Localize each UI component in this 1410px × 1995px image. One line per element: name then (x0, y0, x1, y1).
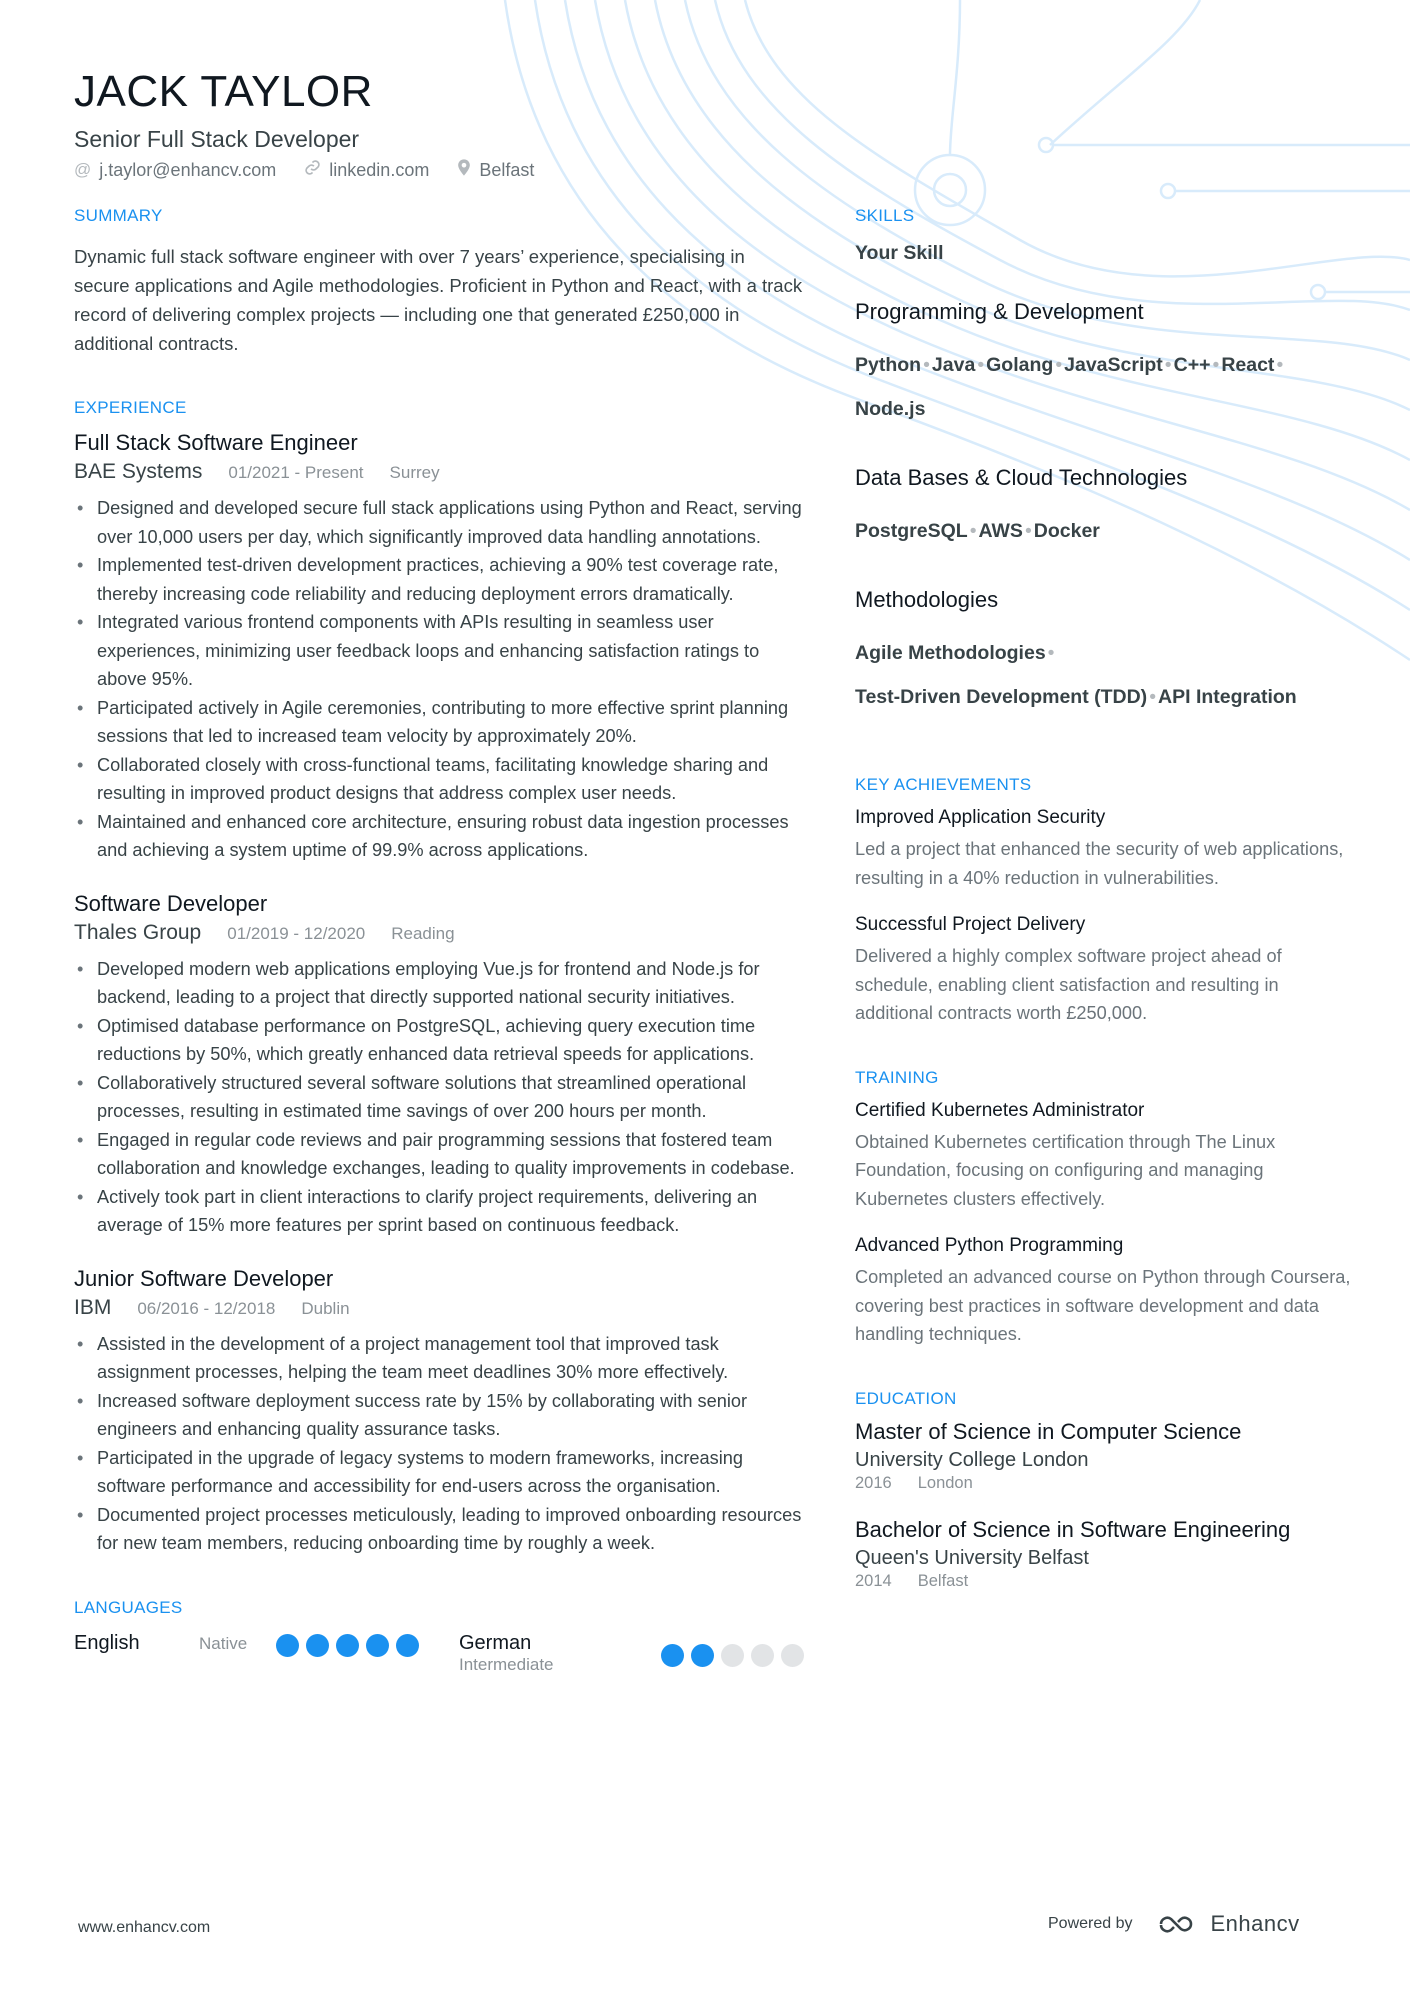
education-section (855, 1389, 1355, 1591)
skill-tag: React (1221, 354, 1275, 376)
at-icon: @ (74, 160, 92, 179)
job-company: Thales Group (74, 920, 202, 944)
experience-heading: EXPERIENCE (74, 398, 187, 417)
job-meta (74, 1296, 804, 1320)
rating-dot-filled (366, 1634, 389, 1657)
skills-section (855, 206, 1355, 719)
achievement-item (855, 807, 1355, 892)
candidate-title: Senior Full Stack Developer (74, 126, 360, 152)
language-item (74, 1632, 419, 1675)
language-rating (661, 1644, 804, 1675)
skill-group-title: Methodologies (855, 587, 999, 612)
education-meta (855, 1474, 1355, 1493)
skills-heading: SKILLS (855, 206, 915, 225)
education-degree: Master of Science in Computer Science (855, 1418, 1242, 1444)
education-location: London (917, 1473, 973, 1492)
summary-section (74, 206, 804, 358)
skill-separator: • (969, 520, 977, 542)
skill-group-title: Programming & Development (855, 299, 1144, 324)
skill-tag: Agile Methodologies (855, 642, 1046, 664)
skill-line (855, 675, 1355, 719)
training-heading: TRAINING (855, 1067, 939, 1087)
job-title: Full Stack Software Engineer (74, 430, 358, 455)
skill-group-items (855, 343, 1355, 431)
skill-tag: AWS (978, 520, 1023, 542)
language-item (459, 1632, 804, 1675)
contact-location (457, 159, 534, 181)
skill-separator: • (923, 354, 930, 376)
skill-line (855, 509, 1355, 553)
languages-list (74, 1632, 804, 1675)
skill-separator: • (1164, 354, 1172, 376)
infinity-icon (1157, 1912, 1203, 1936)
languages-heading: LANGUAGES (74, 1597, 183, 1617)
job-location: Surrey (389, 463, 440, 482)
job-bullet: • Developed modern web applications employing Vue.js for frontend and Node.js for backend, leading to a project that directly supported national security initiatives. (74, 955, 804, 1012)
contact-email[interactable] (74, 160, 276, 181)
rating-dot-empty (751, 1644, 774, 1667)
education-heading: EDUCATION (855, 1388, 957, 1408)
resume-header (74, 64, 874, 181)
job-meta (74, 460, 804, 484)
location-text: Belfast (479, 159, 535, 180)
job-company: IBM (74, 1295, 112, 1319)
job-entry (74, 1266, 804, 1558)
pin-icon (457, 159, 471, 181)
summary-heading: SUMMARY (74, 206, 163, 225)
skill-separator: • (1149, 686, 1157, 708)
job-bullet: • Assisted in the development of a project management tool that improved task assignment processes, helping the team meet deadlines 30% more effectively. (74, 1330, 804, 1387)
job-bullet: • Integrated various frontend components with APIs resulting in seamless user experiences, minimizing user feedback loops and enhancing satisfaction ratings to above 95%. (74, 608, 804, 694)
rating-dot-filled (691, 1644, 714, 1667)
skill-separator: • (1276, 354, 1284, 376)
skill-tag: Python (855, 354, 922, 376)
language-level: Native (199, 1633, 248, 1653)
contact-row (74, 159, 874, 181)
language-label (459, 1632, 554, 1675)
linkedin-text: linkedin.com (329, 159, 430, 180)
rating-dot-filled (336, 1634, 359, 1657)
enhancv-logo[interactable] (1157, 1911, 1300, 1937)
language-name: German (459, 1631, 532, 1654)
skill-tag: Test-Driven Development (TDD) (855, 686, 1148, 708)
skill-separator: • (1055, 354, 1063, 376)
skill-tag: API Integration (1158, 686, 1297, 708)
left-column (74, 206, 804, 1675)
powered-by-label: Powered by (1048, 1915, 1133, 1932)
job-entry (74, 430, 804, 865)
job-dates: 06/2016 - 12/2018 (137, 1298, 276, 1318)
skill-tag: Golang (986, 354, 1054, 376)
job-bullet: • Optimised database performance on PostgreSQL, achieving query execution time reductions by 50%, which greatly enhanced data retrieval speeds for applications. (74, 1012, 804, 1069)
rating-dot-filled (276, 1634, 299, 1657)
achievements-section (855, 775, 1355, 1028)
experience-section (74, 398, 804, 1558)
achievement-title: Improved Application Security (855, 807, 1106, 828)
achievements-heading: KEY ACHIEVEMENTS (855, 775, 1032, 794)
training-item (855, 1100, 1355, 1214)
training-title: Certified Kubernetes Administrator (855, 1099, 1145, 1121)
skill-tag: JavaScript (1064, 354, 1163, 376)
language-name: English (74, 1631, 140, 1654)
skill-separator: • (1047, 642, 1055, 664)
job-bullet: • Participated actively in Agile ceremonies, contributing to more effective sprint planning sessions that led to increased team velocity by approximately 20%. (74, 694, 804, 751)
skill-line (855, 387, 1355, 431)
job-title: Junior Software Developer (74, 1265, 334, 1291)
skill-tag: C++ (1173, 354, 1211, 376)
skill-tag: Node.js (855, 398, 926, 420)
education-degree: Bachelor of Science in Software Engineering (855, 1516, 1291, 1542)
skill-group-title: Data Bases & Cloud Technologies (855, 465, 1188, 490)
job-bullets (74, 1330, 804, 1558)
skill-intro: Your Skill (855, 242, 944, 264)
achievement-desc: Led a project that enhanced the security of web applications, resulting in a 40% reduction in vulnerabilities. (855, 839, 1344, 888)
skill-separator: • (1212, 354, 1220, 376)
achievement-title: Successful Project Delivery (855, 914, 1086, 935)
job-bullet: • Collaborated closely with cross-functional teams, facilitating knowledge sharing and resulting in improved product designs that address complex user needs. (74, 751, 804, 808)
training-desc: Completed an advanced course on Python through Coursera, covering best practices in software development and data handling techniques. (855, 1267, 1351, 1344)
language-label (74, 1632, 199, 1675)
languages-section (74, 1598, 804, 1675)
candidate-name: JACK TAYLOR (74, 67, 373, 116)
job-bullet: • Implemented test-driven development practices, achieving a 90% test coverage rate, thereby increasing code reliability and reducing deployment errors dramatically. (74, 551, 804, 608)
right-column (855, 206, 1355, 1591)
job-bullet: • Actively took part in client interactions to clarify project requirements, delivering an average of 15% more features per sprint based on continuous feedback. (74, 1183, 804, 1240)
job-bullet: • Documented project processes meticulously, leading to improved onboarding resources for new team members, reducing onboarding time by roughly a week. (74, 1501, 804, 1558)
achievement-desc: Delivered a highly complex software project ahead of schedule, enabling client satisfaction and resulting in additional contracts worth £250,000. (855, 946, 1282, 1023)
skill-group-items (855, 631, 1355, 719)
skill-group-items (855, 509, 1355, 553)
job-bullet: • Participated in the upgrade of legacy systems to modern frameworks, increasing software performance and accessibility for end-users across the organisation. (74, 1444, 804, 1501)
job-bullet: • Maintained and enhanced core architecture, ensuring robust data ingestion processes and achieving a system uptime of 99.9% across applications. (74, 808, 804, 865)
job-bullets (74, 494, 804, 865)
rating-dot-empty (781, 1644, 804, 1667)
training-desc: Obtained Kubernetes certification through The Linux Foundation, focusing on configuring and managing Kubernetes clusters effectively. (855, 1131, 1276, 1209)
email-text: j.taylor@enhancv.com (99, 159, 277, 180)
skill-tag: Docker (1033, 520, 1100, 542)
rating-dot-empty (721, 1644, 744, 1667)
education-location: Belfast (917, 1571, 969, 1590)
job-bullet: • Increased software deployment success rate by 15% by collaborating with senior engineers and enhancing quality assurance tasks. (74, 1387, 804, 1444)
education-year: 2016 (855, 1473, 892, 1492)
education-school: Queen's University Belfast (855, 1546, 1089, 1569)
job-entry (74, 891, 804, 1240)
summary-text: Dynamic full stack software engineer with over 7 years’ experience, specialising in secure applications and Agile methodologies. Proficient in Python and React, with a track record of delivering complex projects — including one that generated £250,000 in additional contracts. (74, 246, 803, 354)
job-meta (74, 921, 804, 945)
footer-website[interactable]: www.enhancv.com (78, 1919, 211, 1936)
skill-line (855, 631, 1355, 675)
skill-line (855, 343, 1355, 387)
education-meta (855, 1572, 1355, 1591)
skill-separator: • (1024, 520, 1032, 542)
rating-dot-filled (396, 1634, 419, 1657)
training-item (855, 1235, 1355, 1349)
job-dates: 01/2021 - Present (228, 463, 364, 482)
skill-tag: Java (931, 354, 976, 376)
education-item (855, 1517, 1355, 1591)
job-bullet: • Collaboratively structured several software solutions that streamlined operational processes, resulting in estimated time savings of over 200 hours per month. (74, 1069, 804, 1126)
education-year: 2014 (855, 1571, 892, 1590)
job-company: BAE Systems (74, 460, 203, 483)
training-title: Advanced Python Programming (855, 1235, 1124, 1256)
brand-name: Enhancv (1210, 1911, 1300, 1936)
job-title: Software Developer (74, 890, 268, 916)
education-school: University College London (855, 1448, 1089, 1471)
contact-linkedin[interactable] (304, 159, 429, 181)
achievement-item (855, 914, 1355, 1028)
language-rating (276, 1634, 419, 1675)
rating-dot-filled (661, 1644, 684, 1667)
footer-branding (1048, 1911, 1300, 1937)
language-level: Intermediate (459, 1654, 554, 1674)
training-section (855, 1068, 1355, 1349)
job-dates: 01/2019 - 12/2020 (227, 923, 366, 943)
job-bullet: • Designed and developed secure full stack applications using Python and React, serving over 10,000 users per day, which significantly improved data handling annotations. (74, 494, 804, 551)
job-location: Reading (391, 923, 455, 943)
rating-dot-filled (306, 1634, 329, 1657)
link-icon (304, 159, 321, 181)
skill-separator: • (977, 354, 985, 376)
education-item (855, 1419, 1355, 1493)
job-bullet: • Engaged in regular code reviews and pair programming sessions that fostered team collaboration and knowledge exchanges, leading to quality improvements in codebase. (74, 1126, 804, 1183)
job-location: Dublin (301, 1298, 350, 1318)
skill-tag: PostgreSQL (855, 520, 968, 542)
job-bullets (74, 955, 804, 1240)
